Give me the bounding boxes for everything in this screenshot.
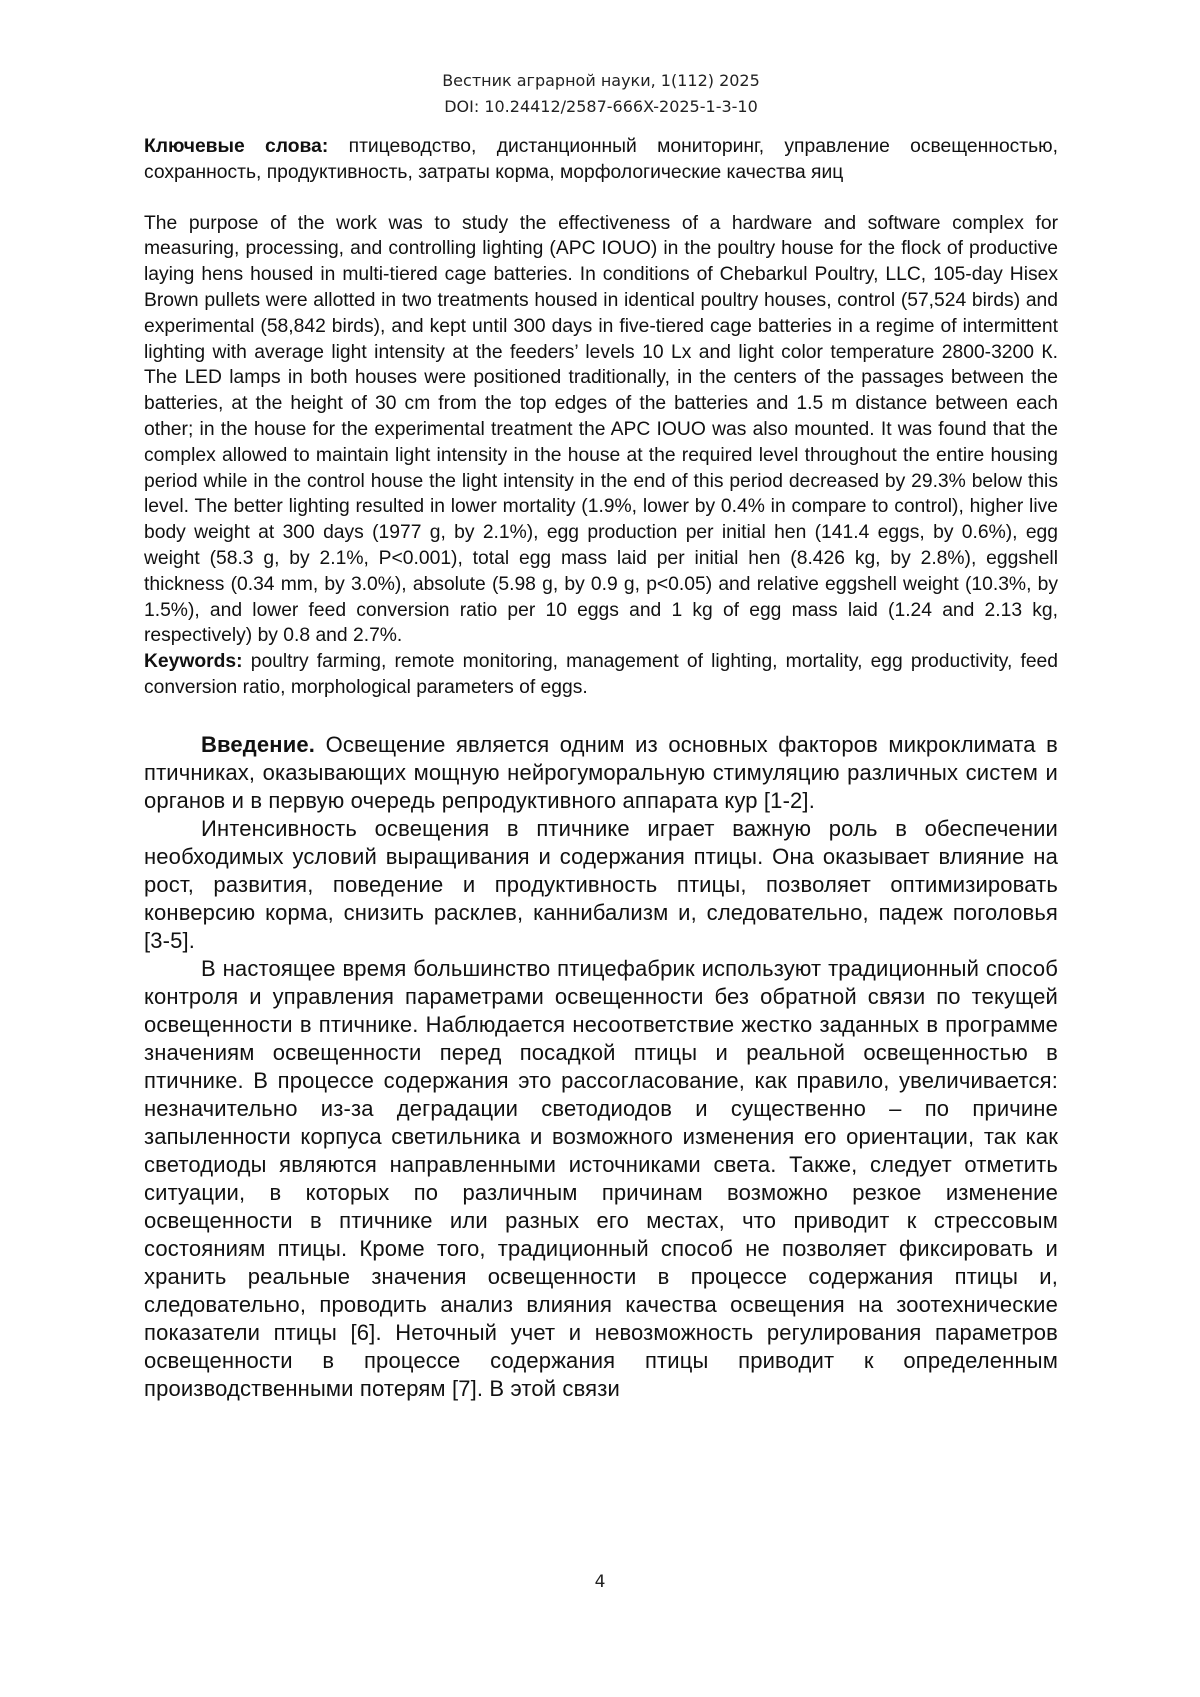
keywords-en-label: Keywords: <box>144 651 243 673</box>
intro-paragraph-1-text: Освещение является одним из основных факторов микроклимата в птичниках, оказывающих мощную нейрогуморальную стимуляцию различных систем и органов и в первую очередь репродуктивного аппарата кур [1-2]. <box>144 731 1058 813</box>
keywords-en <box>144 649 1058 701</box>
doi-line: DOI: 10.24412/2587-666X-2025-1-3-10 <box>444 97 758 116</box>
body-text <box>144 731 1058 1403</box>
keywords-en-text: poultry farming, remote monitoring, management of lighting, mortality, egg productivity, feed conversion ratio, morphological parameters of eggs. <box>144 651 1058 698</box>
intro-paragraph-3: В настоящее время большинство птицефабрик используют традиционный способ контроля и управления параметрами освещенности без обратной связи по текущей освещенности в птичнике. Наблюдается несоответствие жестко заданных в программе значениям освещенности перед посадкой птицы и реальной освещенностью в птичнике. В процессе содержания это рассогласование, как правило, увеличивается: незначительно из-за деградации светодиодов и существенно – по причине запыленности корпуса светильника и возможного изменения его ориентации, так как светодиоды являются направленными источниками света. Также, следует отметить ситуации, в которых по различным причинам возможно резкое изменение освещенности в птичнике или разных его местах, что приводит к стрессовым состояниям птицы. Кроме того, традиционный способ не позволяет фиксировать и хранить реальные значения освещенности в процессе содержания птицы и, следовательно, проводить анализ влияния качества освещения на зоотехнические показатели птицы [6]. Неточный учет и невозможность регулирования параметров освещенности в процессе содержания птицы приводит к определенным производственными потерям [7]. В этой связи <box>144 955 1058 1401</box>
running-header <box>144 68 1058 120</box>
keywords-ru-label: Ключевые слова: <box>144 136 329 157</box>
journal-title: Вестник аграрной науки, 1(112) 2025 <box>442 71 760 90</box>
intro-heading: Введение. <box>201 731 316 757</box>
keywords-ru <box>144 134 1058 186</box>
abstract-en: The purpose of the work was to study the effectiveness of a hardware and software complex for measuring, processing, and controlling lighting (APC IOUO) in the poultry house for the flock of productive laying hens housed in multi-tiered cage batteries. In conditions of Chebarkul Poultry, LLC, 105-day Hisex Brown pullets were allotted in two treatments housed in identical poultry houses, control (57,524 birds) and experimental (58,842 birds), and kept until 300 days in five-tiered cage batteries in a regime of intermittent lighting with average light intensity at the feeders’ levels 10 Lx and light color temperature 2800-3200 К. The LED lamps in both houses were positioned traditionally, in the centers of the passages between the batteries, at the height of 30 cm from the top edges of the batteries and 1.5 m distance between each other; in the house for the experimental treatment the APC IOUO was also mounted. It was found that the complex allowed to maintain light intensity in the house at the required level throughout the entire housing period while in the control house the light intensity in the end of this period decreased by 29.3% below this level. The better lighting resulted in lower mortality (1.9%, lower by 0.4% in compare to control), higher live body weight at 300 days (1977 g, by 2.1%), egg production per initial hen (141.4 eggs, by 0.6%), egg weight (58.3 g, by 2.1%, P<0.001), total egg mass laid per initial hen (8.426 kg, by 2.8%), eggshell thickness (0.34 mm, by 3.0%), absolute (5.98 g, by 0.9 g, p<0.05) and relative eggshell weight (10.3%, by 1.5%), and lower feed conversion ratio per 10 eggs and 1 kg of egg mass laid (1.24 and 2.13 kg, respectively) by 0.8 and 2.7%. <box>144 212 1058 647</box>
intro-paragraph-2: Интенсивность освещения в птичнике играет важную роль в обеспечении необходимых условий выращивания и содержания птицы. Она оказывает влияние на рост, развития, поведение и продуктивность птицы, позволяет оптимизировать конверсию корма, снизить расклев, каннибализм и, следовательно, падеж поголовья [3-5]. <box>144 815 1058 953</box>
intro-paragraph-1 <box>144 731 1058 815</box>
abstract-block <box>144 134 1058 701</box>
page-number: 4 <box>594 1572 606 1592</box>
keywords-ru-text: птицеводство, дистанционный мониторинг, управление освещенностью, сохранность, продуктивность, затраты корма, морфологические качества яиц <box>144 136 1058 183</box>
